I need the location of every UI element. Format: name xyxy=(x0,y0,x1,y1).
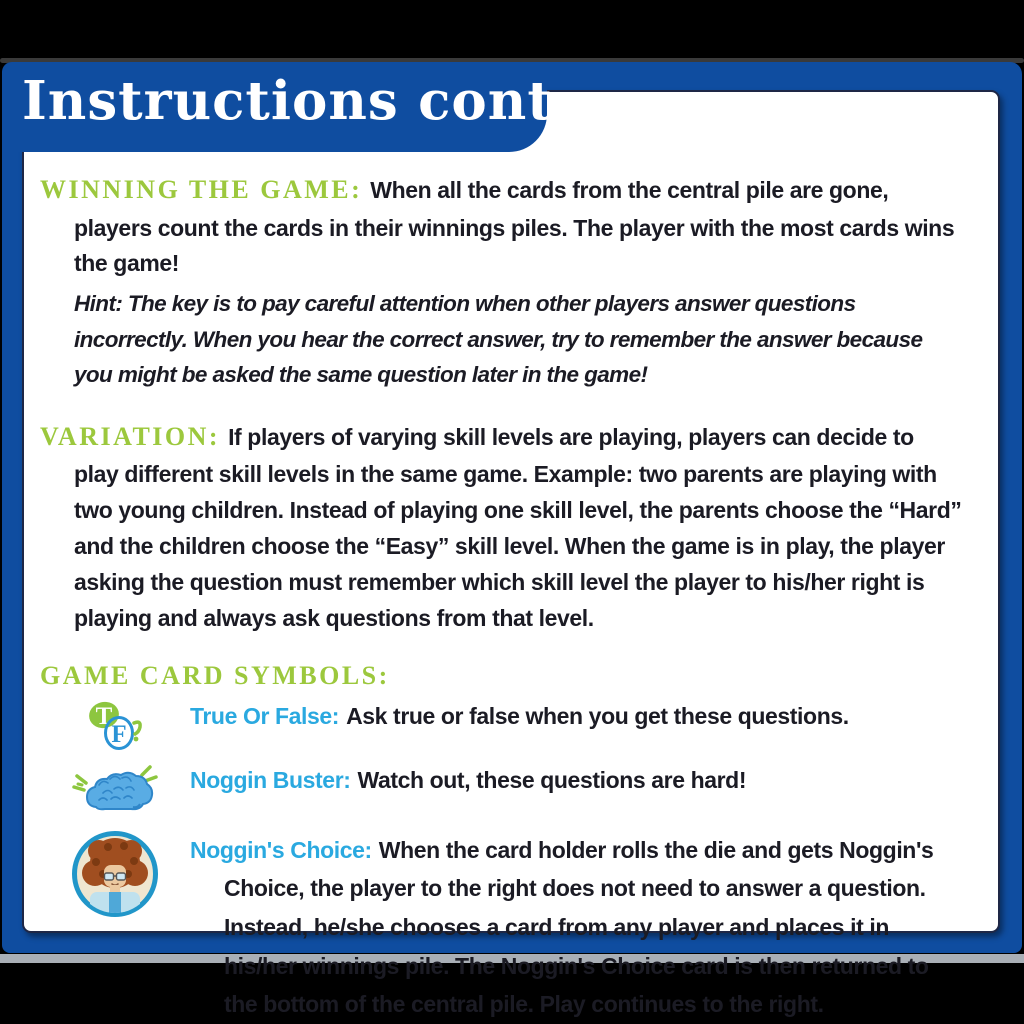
header-tab xyxy=(2,62,612,152)
true-false-entry xyxy=(190,699,964,735)
noggin-buster-label: Noggin Buster: xyxy=(190,766,351,793)
winning-section xyxy=(40,170,964,282)
true-false-text: Ask true or false when you get these questions. xyxy=(346,702,849,729)
symbol-row-noggin-buster xyxy=(40,761,964,815)
symbol-row-true-false xyxy=(40,697,964,755)
true-false-label: True Or False: xyxy=(190,702,340,729)
noggin-buster-icon xyxy=(40,761,190,815)
true-false-icon xyxy=(40,697,190,755)
variation-heading: VARIATION: xyxy=(40,421,221,451)
noggins-choice-text-before: When the card holder rolls the die and gets xyxy=(378,836,840,863)
noggins-choice-text-after: card is then returned to the bottom of the central pile. Play continues to the right. xyxy=(224,952,929,1018)
noggins-choice-label: Noggin's Choice: xyxy=(190,836,372,863)
noggins-choice-text-mid: the player to the right does not need to answer a question. Instead, he/she chooses a card from any player and places it in his/her winnings pile. The xyxy=(224,875,926,979)
avatar-icon-svg xyxy=(70,829,160,919)
instruction-card xyxy=(2,62,1022,1018)
svg-text:F: F xyxy=(111,720,127,748)
svg-text:T: T xyxy=(95,702,113,730)
brain-icon-svg xyxy=(69,761,161,815)
noggins-choice-entry xyxy=(190,831,964,1024)
noggins-choice-avatar xyxy=(40,829,190,919)
symbol-row-noggins-choice xyxy=(40,829,964,1024)
noggins-choice-paragraph xyxy=(190,831,964,1024)
variation-section xyxy=(40,417,964,637)
noggins-choice-bold-2: Noggin's Choice xyxy=(500,952,676,979)
game-card-symbols-heading: GAME CARD SYMBOLS: xyxy=(40,660,390,690)
winning-text: When all the cards from the central pile are gone, players count the cards in their winnings piles. The player with the most cards wins the game! xyxy=(74,177,955,277)
noggin-buster-entry xyxy=(190,763,964,799)
winning-hint-text: Hint: The key is to pay careful attention when other players answer questions incorrectly. When you hear the correct answer, try to remember the answer because you might be asked the same question later in the game! xyxy=(74,291,923,388)
noggins-choice-bold-1: Noggin's Choice, xyxy=(224,836,934,902)
true-false-icon-svg xyxy=(84,697,146,755)
noggin-buster-text: Watch out, these questions are hard! xyxy=(357,766,747,793)
content-panel xyxy=(22,90,1000,1018)
variation-text: If players of varying skill levels are playing, players can decide to play different skill levels in the same game. Example: two parents are playing with two young children. Instead of playing one skill level, the parents choose the “Hard” and the children choose the “Easy” skill level. When the game is in play, the player asking the question must remember which skill level the player to his/her right is playing and always ask questions from that level. xyxy=(74,423,962,631)
page-title: Instructions cont... xyxy=(22,70,612,132)
winning-heading: WINNING THE GAME: xyxy=(40,175,363,204)
